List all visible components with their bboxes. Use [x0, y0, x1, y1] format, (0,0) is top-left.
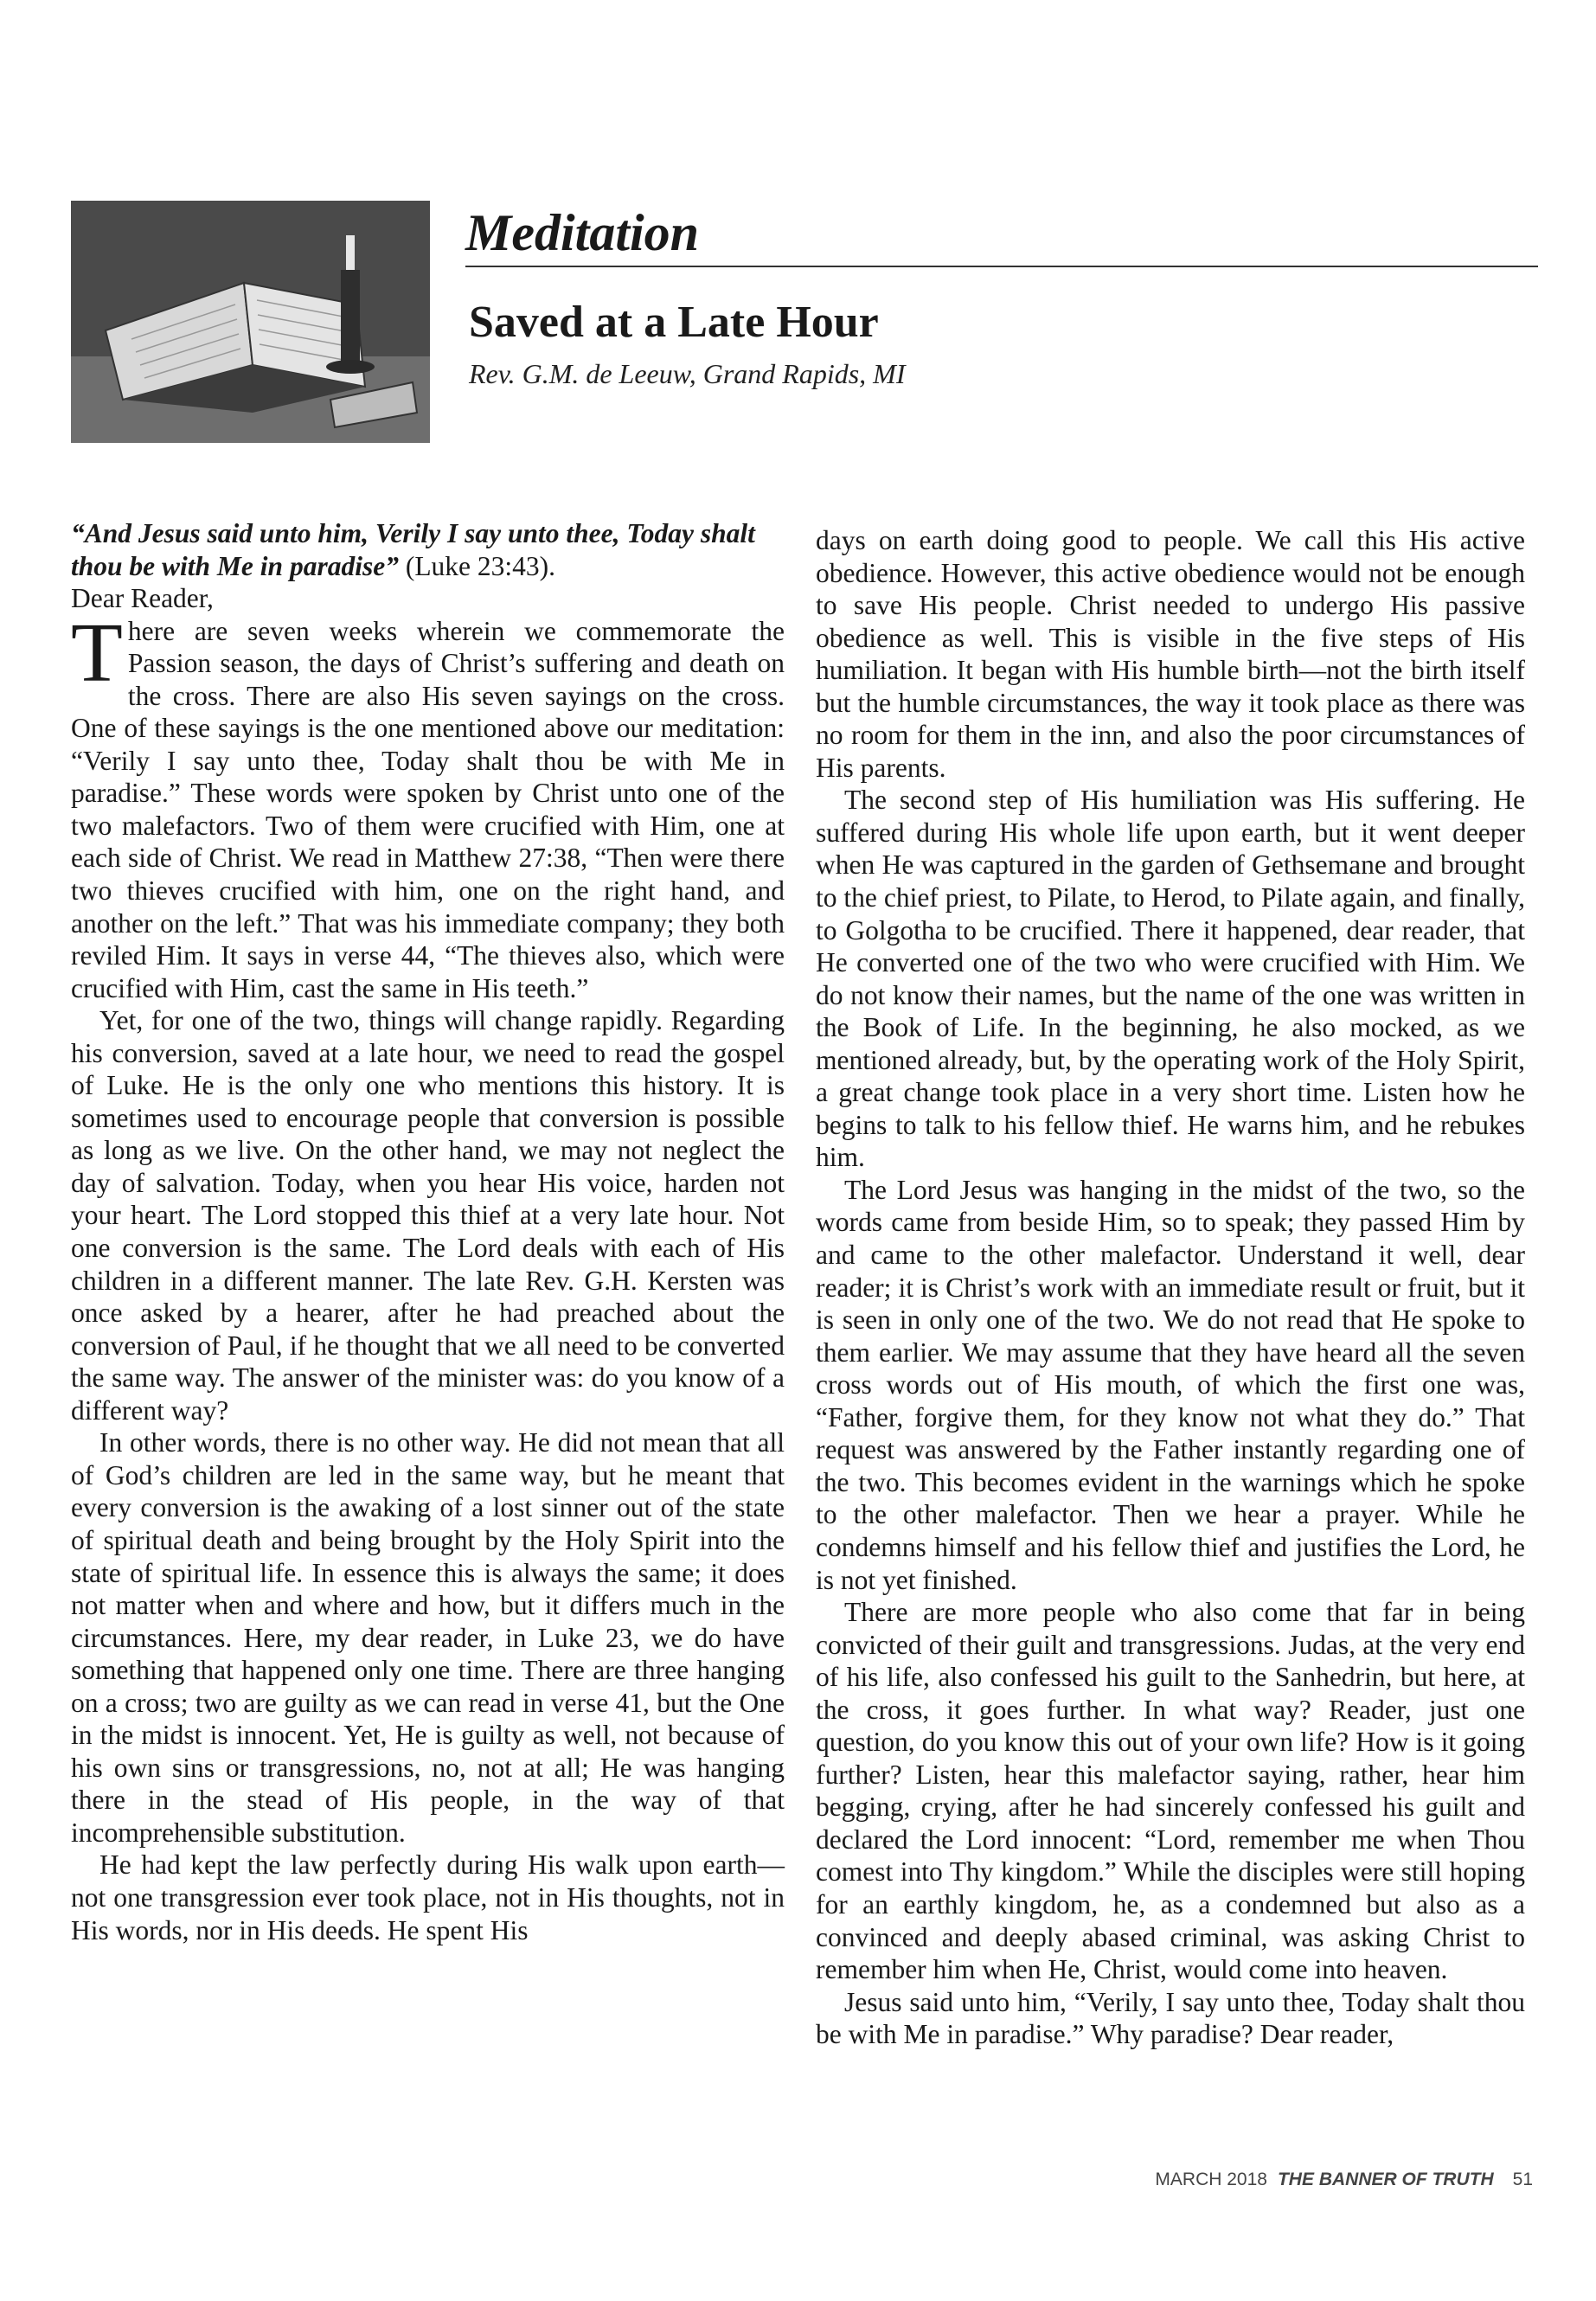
epigraph — [71, 517, 785, 582]
salutation: Dear Reader, — [71, 583, 214, 614]
paragraph-opening-text: here are seven weeks wherein we commemorate the Passion season, the days of Christ’s suffering and death on the cross. There are also His seven sayings on the cross. One of these sayings is the one mentioned above our meditation: “Verily I say unto thee, Today shalt thou be with Me in paradise.” These words were spoken by Christ unto one of the two malefactors. Two of them were crucified with Him, one at each side of Christ. We read in Matthew 27:38, “Then were there two thieves crucified with him, one on the right hand, and another on the left.” That was his immediate company; they both reviled Him. It says in verse 44, “The thieves also, which were crucified with Him, cast the same in His teeth.” — [71, 615, 785, 1003]
drop-cap: T — [71, 606, 123, 700]
page-number: 51 — [1512, 2170, 1533, 2189]
epigraph-quote: “And Jesus said unto him, Verily I say unto thee, Today shalt thou be with Me in paradise” — [71, 518, 755, 581]
paragraph: The Lord Jesus was hanging in the midst of the two, so the words came from beside Him, so to speak; they passed Him by and came to the other malefactor. Understand it well, dear reader; it is Christ’s work with an immediate result or fruit, but it is seen in only one of the two. We do not read that He spoke to them earlier. We may assume that they have heard all the seven cross words out of His mouth, of which the first one was, “Father, forgive them, for they know not what they do.” That request was answered by the Father instantly regarding one of the two. This becomes evident in the warnings which he spoke to the other malefactor. Then we hear a prayer. While he condemns himself and his fellow thief and justifies the Lord, he is not yet finished. — [816, 1174, 1525, 1595]
header-illustration-open-bible — [71, 201, 430, 443]
article-byline: Rev. G.M. de Leeuw, Grand Rapids, MI — [469, 358, 906, 389]
paragraph: Yet, for one of the two, things will change rapidly. Regarding his conversion, saved at a late hour, we need to read the gospel of Luke. He is the only one who mentions this history. It is sometimes used to encourage people that conversion is possible as long as we live. On the other hand, we may not neglect the day of salvation. Today, when you hear His voice, harden not your heart. The Lord stopped this thief at a very late hour. Not one conversion is the same. The Lord deals with each of His children in a different manner. The late Rev. G.H. Kersten was once asked by a hearer, after he had preached about the conversion of Paul, if he thought that we all need to be converted the same way. The answer of the minister was: do you know of a different way? — [71, 1005, 785, 1426]
epigraph-reference: (Luke 23:43). — [398, 550, 556, 581]
paragraph-opening — [71, 606, 785, 1005]
column-left — [71, 517, 785, 1946]
paragraph: He had kept the law perfectly during His walk upon earth—not one transgression ever took place, not in His thoughts, not in His words, nor in His deeds. He spent His — [71, 1849, 785, 1945]
page-footer — [1083, 2170, 1533, 2190]
paragraph: Jesus said unto him, “Verily, I say unto thee, Today shalt thou be with Me in paradise.” Why paradise? Dear reader, — [816, 1986, 1525, 2050]
article-title: Saved at a Late Hour — [469, 298, 879, 347]
open-bible-icon — [71, 201, 430, 443]
column-right — [816, 524, 1525, 2051]
header-rule — [465, 266, 1538, 267]
paragraph: In other words, there is no other way. He did not mean that all of God’s children are led in the same way, but he meant that every conversion is the awaking of a lost sinner out of the state of spiritual death and being brought by the Holy Spirit into the state of spiritual life. In essence this is always the same; it does not matter when and where and how, but it differs much in the circumstances. Here, my dear reader, in Luke 23, we do have something that happened only one time. There are three hanging on a cross; two are guilty as we can read in verse 41, but the One in the midst is innocent. Yet, He is guilty as well, not because of his own sins or transgressions, no, not at all; He was hanging there in the stead of His people, in the way of that incomprehensible substitution. — [71, 1427, 785, 1848]
paragraph: The second step of His humiliation was His suffering. He suffered during His whole life upon earth, but it went deeper when He was captured in the garden of Gethsemane and brought to the chief priest, to Pilate, to Herod, to Pilate again, and finally, to Golgotha to be crucified. There it happened, dear reader, that He converted one of the two who were crucified with Him. We do not know their names, but the name of the one was written in the Book of Life. In the beginning, he also mocked, as we mentioned already, but, by the operating work of the Holy Spirit, a great change took place in a very short time. Listen how he begins to talk to his fellow thief. He warns him, and he rebukes him. — [816, 785, 1525, 1173]
footer-magazine-title: THE BANNER OF TRUTH — [1277, 2170, 1494, 2189]
footer-date: MARCH 2018 — [1155, 2170, 1267, 2189]
paragraph: days on earth doing good to people. We call this His active obedience. However, this active obedience would not be enough to save His people. Christ needed to undergo His passive obedience as well. This is visible in the five steps of His humiliation. It began with His humble birth—not the birth itself but the humble circumstances, the way it took place as there was no room for them in the inn, and also the poor circumstances of His parents. — [816, 525, 1525, 783]
paragraph: There are more people who also come that far in being convicted of their guilt and transgressions. Judas, at the very end of his life, also confessed his guilt to the Sanhedrin, but here, at the cross, it goes further. In what way? Reader, just one question, do you know this out of your own life? How is it going further? Listen, hear this malefactor saying, rather, hear him begging, crying, after he had sincerely confessed his guilt and declared the Lord innocent: “Lord, remember me when Thou comest into Thy kingdom.” While the disciples were still hoping for an earthly kingdom, he, as a condemned but also as a convinced and deeply abased criminal, was asking Christ to remember him when He, Christ, would come into heaven. — [816, 1597, 1525, 1985]
section-label: Meditation — [465, 204, 700, 261]
